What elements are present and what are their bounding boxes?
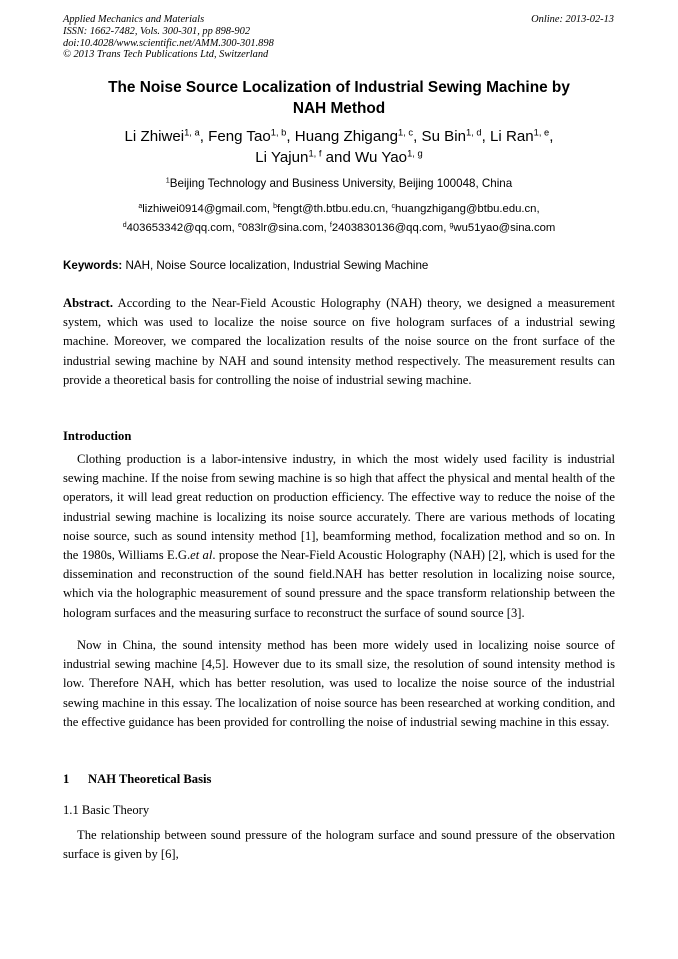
author-name: Feng Tao xyxy=(208,128,271,145)
title-line-1: The Noise Source Localization of Industrial Sewing Machine by xyxy=(108,79,570,96)
intro-paragraph-2: Now in China, the sound intensity method has been more widely used in localizing noise source of industrial sewing machine [4,5]. However due to its small size, the resolution of sound intensity method is low. Therefore NAH, which has better resolution, was used to localize the noise source of the industrial sewing machine in this essay. The localization of noise source has been researched at working condition, and the effective guidance has been provided for controlling the noise of industrial sewing machine in this essay. xyxy=(63,638,615,729)
email-sup: e xyxy=(237,221,242,229)
author-line-1: Li Zhiwei$^{1, a}$, Feng Tao$^{1, b}$, Huang Zhigang$^{1, c}$, Su Bin$^{1, d}$, Li Ran$^{1, e}$, xyxy=(124,127,554,145)
intro-paragraph-1 xyxy=(63,450,615,623)
email-address[interactable]: huangzhigang@btbu.edu.cn, xyxy=(394,203,540,215)
email-sup: d xyxy=(122,221,127,229)
doi-line[interactable]: doi:10.4028/www.scientific.net/AMM.300-301.898 xyxy=(63,37,274,49)
email-sup: b xyxy=(273,202,277,210)
author-name: Wu Yao xyxy=(355,149,408,166)
author-name: Li Yajun xyxy=(255,149,309,166)
author-name: Su Bin xyxy=(421,128,466,145)
email-sup: c xyxy=(391,202,395,210)
email-sup: a xyxy=(138,202,143,210)
author-sup: 1, a xyxy=(184,127,200,138)
author-conjunction: and xyxy=(325,149,351,166)
affiliation xyxy=(63,177,615,191)
email-address[interactable]: wu51yao@sina.com xyxy=(453,222,556,234)
email-sup: g xyxy=(449,221,454,229)
author-sup: 1, d xyxy=(465,127,482,138)
online-date: Online: 2013-02-13 xyxy=(531,14,614,25)
section-title: NAH Theoretical Basis xyxy=(88,772,212,786)
abstract-label: Abstract. xyxy=(63,296,114,310)
section-heading-introduction: Introduction xyxy=(63,429,132,443)
author-name: Li Zhiwei xyxy=(124,128,185,145)
section-heading-1 xyxy=(63,771,211,787)
author-sup: 1, g xyxy=(407,148,423,159)
email-address[interactable]: 2403830136@qq.com, xyxy=(331,222,447,234)
journal-name: Applied Mechanics and Materials xyxy=(63,14,205,25)
keywords-label: Keywords: xyxy=(63,259,123,272)
paper-title xyxy=(63,77,615,119)
email-address[interactable]: 403653342@qq.com, xyxy=(126,222,235,234)
paragraph-text: Clothing production is a labor-intensive industry, in which the most widely used facility is industrial sewing machine. If the noise from sewing machine is so high that affect the physical and mental health of the operators, it will lead great reduction on production efficiency. The effective way to reduce the noise of the industrial sewing machine is localizing its noise source accurately. There are various methods of locating noise source, such as sound intensity method [1], beamforming method, focalization method and so on. In the 1980s, Williams E.G. xyxy=(63,452,615,563)
paragraph-italic: et al xyxy=(190,548,213,563)
keywords-text: NAH, Noise Source localization, Industrial Sewing Machine xyxy=(125,259,429,272)
author-line-2 xyxy=(63,147,615,168)
author-sup: 1, f xyxy=(308,148,322,159)
keywords xyxy=(63,259,615,273)
author-name: Li Ran xyxy=(490,128,534,145)
journal-header xyxy=(63,14,274,61)
email-line-1 xyxy=(63,202,615,216)
title-line-2: NAH Method xyxy=(292,100,386,117)
affiliation-sup: 1 xyxy=(165,175,170,185)
email-line-2 xyxy=(63,221,615,235)
issn-line: ISSN: 1662-7482, Vols. 300-301, pp 898-902 xyxy=(63,25,251,37)
subsection-heading-1-1: 1.1 Basic Theory xyxy=(63,803,150,817)
section-number: 1 xyxy=(63,772,70,786)
paragraph-text: . propose the Near-Field Acoustic Holography (NAH) [2], which is used for the dissemination and reconstruction of the sound field.NAH has better resolution in localizing noise source, which via the holographic measurement of sound pressure and the space transform relationship between the hologram surfaces and the measuring surface to reconstruct the surface of sound source [3]. xyxy=(63,548,615,620)
abstract xyxy=(63,294,615,390)
section1-paragraph-1: The relationship between sound pressure of the hologram surface and sound pressure of the observation surface is given by [6], xyxy=(63,828,615,862)
email-address[interactable]: fengt@th.btbu.edu.cn, xyxy=(276,203,389,215)
author-sup: 1, b xyxy=(270,127,287,138)
abstract-text: According to the Near-Field Acoustic Holography (NAH) theory, we designed a measurement system, which was used to localize the noise source on five hologram surfaces of a industrial sewing machine. Moreover, we compared the localization results of the noise source on the front surface of the industrial sewing machine by NAH and sound intensity method respectively. The measurement results can provide a theoretical basis for controlling the noise of industrial sewing machine. xyxy=(63,296,615,387)
author-sup: 1, e xyxy=(533,127,550,138)
author-name: Huang Zhigang xyxy=(294,128,399,145)
author-list xyxy=(63,126,615,168)
affiliation-text: Beijing Technology and Business University, Beijing 100048, China xyxy=(169,177,513,190)
email-address[interactable]: 083lr@sina.com, xyxy=(241,222,327,234)
author-sup: 1, c xyxy=(398,127,414,138)
copyright-line: © 2013 Trans Tech Publications Ltd, Switzerland xyxy=(63,49,269,61)
email-address[interactable]: lizhiwei0914@gmail.com, xyxy=(142,203,270,215)
email-sup: f xyxy=(329,221,332,229)
